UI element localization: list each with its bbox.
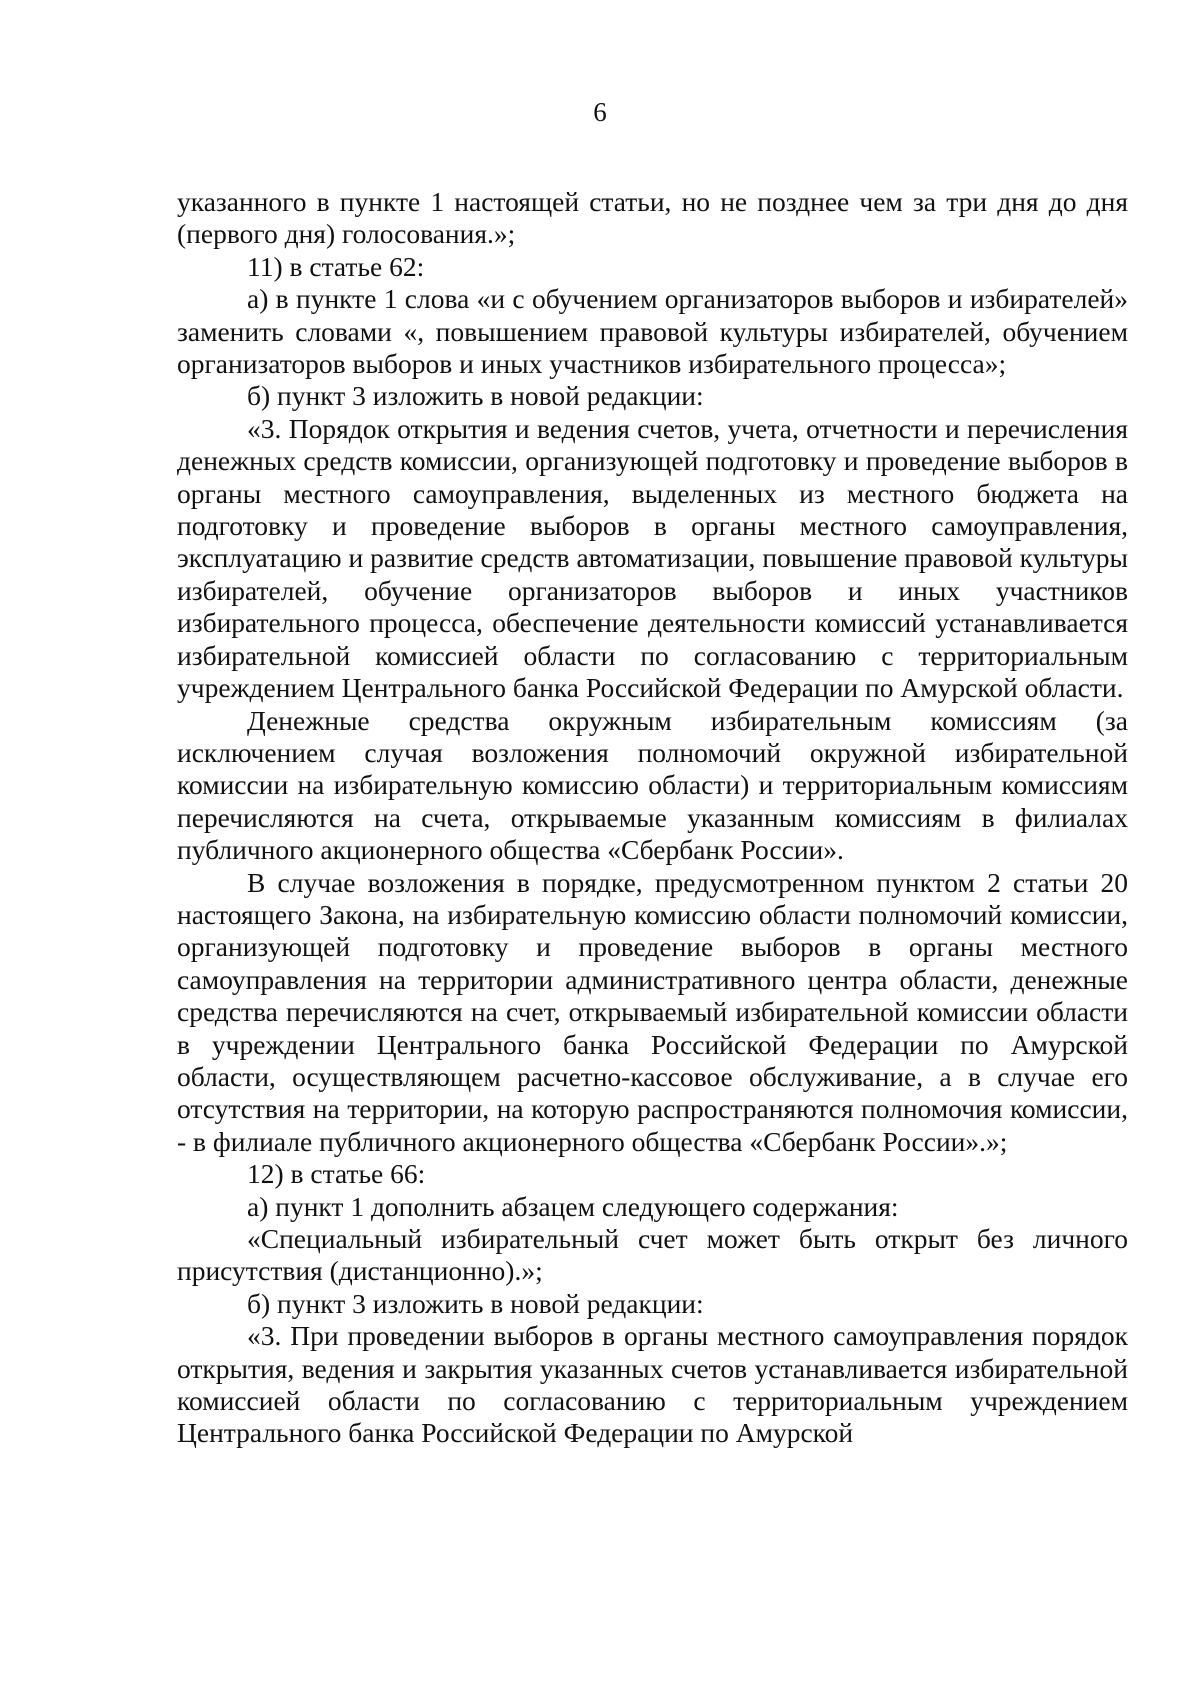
paragraph: 11) в статье 62:: [247, 250, 425, 282]
paragraph: В случае возложения в порядке, предусмотренном пунктом 2 статьи 20 настоящего Закона, на избирательную комиссию области полномочий комиссии, организующей подготовку и проведение выборов в органы местного самоуправления на территории административного центра области, денежные средства перечисляются на счет, открываемый избирательной комиссии области в учреждении Центрального банка Российской Федерации по Амурской области, осуществляющем расчетно-кассовое обслуживание, а в случае его отсутствия на территории, на которую распространяются полномочия комиссии, - в филиале публичного акционерного общества «Сбербанк России».»;: [177, 866, 1128, 1157]
paragraph: а) пункт 1 дополнить абзацем следующего содержания:: [247, 1190, 899, 1222]
paragraph: Денежные средства окружным избирательным комиссиям (за исключением случая возложения полномочий окружной избирательной комиссии на избирательную комиссию области) и территориальным комиссиям перечисляются на счета, открываемые указанным комиссиям в филиалах публичного акционерного общества «Сбербанк России».: [177, 704, 1128, 866]
paragraph: указанного в пункте 1 настоящей статьи, но не позднее чем за три дня до дня (первого дня) голосования.»;: [177, 186, 1128, 250]
paragraph: «3. При проведении выборов в органы местного самоуправления порядок открытия, ведения и закрытия указанных счетов устанавливается избирательной комиссией области по согласованию с территориальным учреждением Центрального банка Российской Федерации по Амурской: [177, 1320, 1128, 1449]
document-body: [177, 186, 1128, 1450]
paragraph: 12) в статье 66:: [247, 1158, 426, 1190]
paragraph: б) пункт 3 изложить в новой редакции:: [247, 380, 704, 412]
paragraph: «3. Порядок открытия и ведения счетов, учета, отчетности и перечисления денежных средств комиссии, организующей подготовку и проведение выборов в органы местного самоуправления, выделенных из местного бюджета на подготовку и проведение выборов в органы местного самоуправления, эксплуатацию и развитие средств автоматизации, повышение правовой культуры избирателей, обучение организаторов выборов и иных участников избирательного процесса, обеспечение деятельности комиссий устанавливается избирательной комиссией области по согласованию с территориальным учреждением Центрального банка Российской Федерации по Амурской области.: [177, 412, 1128, 704]
paragraph: б) пункт 3 изложить в новой редакции:: [247, 1287, 704, 1319]
paragraph: «Специальный избирательный счет может быть открыт без личного присутствия (дистанционно).»;: [177, 1223, 1128, 1287]
page-number: 6: [593, 97, 607, 127]
paragraph: а) в пункте 1 слова «и с обучением организаторов выборов и избирателей» заменить словами «, повышением правовой культуры избирателей, обучением организаторов выборов и иных участников избирательного процесса»;: [177, 283, 1128, 380]
